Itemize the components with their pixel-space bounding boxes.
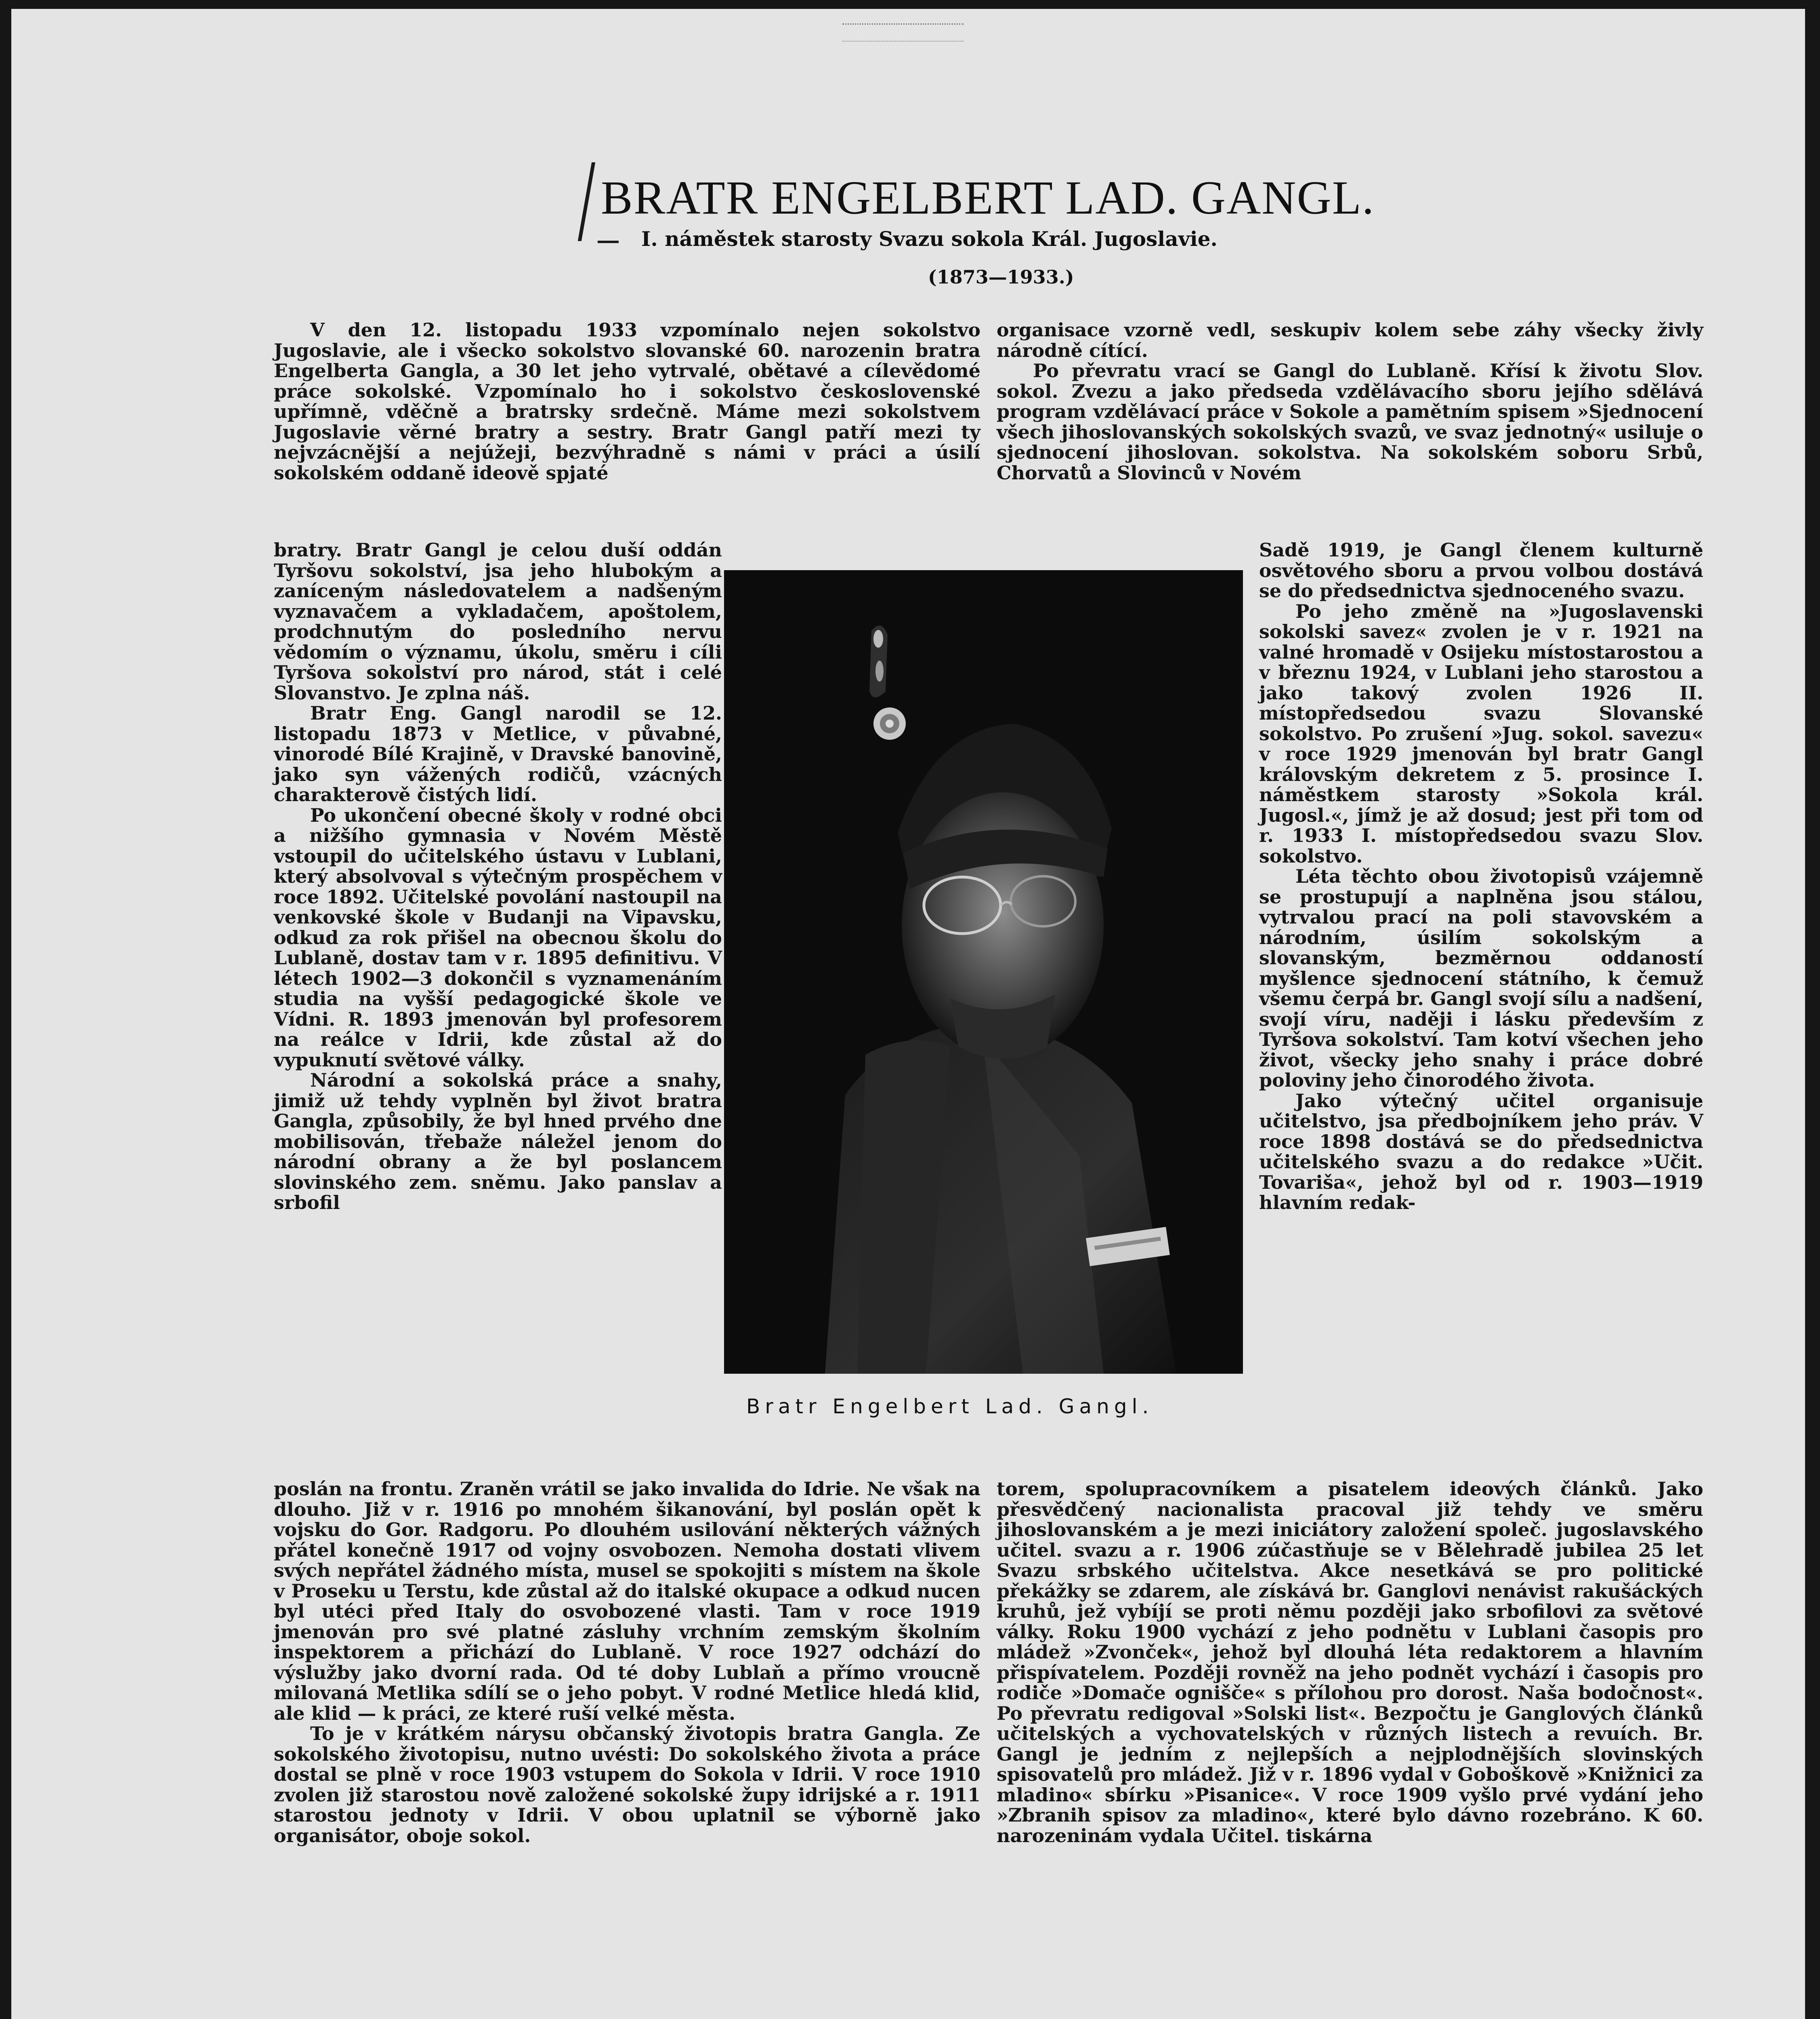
article-years: (1873—1933.) xyxy=(928,266,1074,288)
paragraph: Po převratu vrací se Gangl do Lublaně. Křísí k životu Slov. sokol. Zvezu a jako předseda vzdělávacího sboru jejího sdělává program vzdělávací práce v Sokole a pamětním spisem »Sjednocení všech jihoslovanských sokolských svazů, ve svaz jednotný« usiluje o sjednocení jihoslovan. sokolstva. Na sokolském soboru Srbů, Chorvatů a Slovinců v Novém xyxy=(997,360,1703,484)
text-block-left-mid xyxy=(274,540,722,1213)
paragraph: Po jeho změně na »Jugoslavenski sokolski savez« zvolen je v r. 1921 na valné hromadě v Osijeku místostarostou a v březnu 1924, v Lublani jeho starostou a jako takový zvolen 1926 II. místopředsedou svazu Slovanské sokolstvo. Po zrušení »Jug. sokol. savezu« v roce 1929 jmenován byl bratr Gangl královským dekretem z 5. prosince I. náměstkem starosty »Sokola král. Jugosl.«, jímž je až dosud; jest při tom od r. 1933 I. místopředsedou svazu Slov. sokolstvo. xyxy=(1259,600,1703,867)
document-page xyxy=(11,9,1805,2019)
paragraph: Po ukončení obecné školy v rodné obci a nižšího gymnasia v Novém Městě vstoupil do učitelského ústavu v Lublani, který absolvoval s výtečným prospěchem v roce 1892. Učitelské povolání nastoupil na venkovské škole v Budanji na Vipavsku, odkud za rok přišel na obecnou školu do Lublaně, dostav tam v r. 1895 definitivu. V létech 1902—3 dokončil s vyznamenáním studia na vyšší pedagogické škole ve Vídni. R. 1893 jmenován byl profesorem na reálce v Idrii, kde zůstal až do vypuknutí světové války. xyxy=(274,804,722,1071)
paragraph: torem, spolupracovníkem a pisatelem ideových článků. Jako přesvědčený nacionalista pracoval již tehdy ve směru jihoslovanském a je mezi iniciátory založení společ. jugoslavského učitel. svazu a r. 1906 zúčastňuje se v Bělehradě jubilea 25 let Svazu srbského učitelstva. Akce nesetkává se pro politické překážky se zdarem, ale získává br. Ganglovi nenávist rakušáckých kruhů, jež vybíjí se proti němu později jako srbofilovi za světové války. Roku 1900 vychází z jeho podnětu v Lublani časopis pro mládež »Zvonček«, jehož byl dlouhá léta redaktorem a hlavním přispívatelem. Později rovněž na jeho podnět vychází i časopis pro rodiče »Domače ognišče« s přílohou pro dorost. Naša bodočnost«. Po převratu redigoval »Solski list«. Bezpočtu je Ganglových článků učitelských a vychovatelských v různých listech a revuích. Br. Gangl je jedním z nejlepších a nejplodnějších slovinských spisovatelů pro mládež. Již v r. 1896 vydal v Goboškově »Knižnici za mladino« sbírku »Pisanice«. V roce 1909 vyšlo prvé vydání jeho »Zbranih spisov za mladino«, které bylo dávno rozebráno. K 60. narozeninám vydala Učitel. tiskárna xyxy=(997,1478,1703,1847)
portrait-photo xyxy=(724,570,1243,1374)
portrait-image xyxy=(724,570,1243,1374)
text-block-left-top xyxy=(274,320,980,483)
text-block-left-bottom xyxy=(274,1479,980,1846)
paragraph: To je v krátkém nárysu občanský životopis bratra Gangla. Ze sokolského životopisu, nutno uvésti: Do sokolského života a práce dostal se plně v roce 1903 vstupem do Sokola v Idrii. V roce 1910 zvolen již starostou nově založené sokolské župy idrijské a r. 1911 starostou jednoty v Idrii. V obou uplatnil se výborně jako organisátor, oboje sokol. xyxy=(274,1723,980,1847)
article-title: BRATR ENGELBERT LAD. GANGL. xyxy=(601,171,1375,224)
paragraph: Národní a sokolská práce a snahy, jimiž už tehdy vyplněn byl život bratra Gangla, způsobily, že byl hned prvého dne mobilisován, třebaže náležel jenom do národní obrany a že byl poslancem slovinského zem. sněmu. Jako panslav a srbofil xyxy=(274,1069,722,1213)
scan-artifact xyxy=(842,23,964,42)
paragraph: Jako výtečný učitel organisuje učitelstvo, jsa předbojníkem jeho práv. V roce 1898 dostává se do předsednictva učitelského svazu a do redakce »Učit. Tovariša«, jehož byl od r. 1903—1919 hlavním redak- xyxy=(1259,1089,1703,1213)
paragraph: poslán na frontu. Zraněn vrátil se jako invalida do Idrie. Ne však na dlouho. Již v r. 1916 po mnohém šikanování, byl poslán opět k vojsku do Gor. Radgoru. Po dlouhém usilování některých vážných přátel konečně 1917 od vojny osvobozen. Nemoha dostati vlivem svých nepřátel žádného místa, musel se spokojiti s místem na škole v Proseku u Terstu, kde zůstal až do italské okupace a odkud nucen byl utéci před Italy do osvobozené vlasti. Tam v roce 1919 jmenován pro své platné zásluhy vrchním zemským školním inspektorem a přichází do Lublaně. V roce 1927 odchází do výslužby jako dvorní rada. Od té doby Lublaň a přímo vroucně milovaná Metlika sdílí se o jeho pobyt. V rodné Metlice hledá klid, ale klid — k práci, ze které ruší velké města. xyxy=(274,1478,980,1724)
paragraph: Léta těchto obou životopisů vzájemně se prostupují a naplněna jsou stálou, vytrvalou prací na poli stavovském a národním, úsilím sokolským a slovanským, bezměrnou oddaností myšlence sjednocení státního, k čemuž všemu čerpá br. Gangl svojí sílu a nadšení, svojí víru, naději i lásku především z Tyršova sokolství. Tam kotví všechen jeho život, všecky jeho snahy i práce dobré poloviny jeho činorodého života. xyxy=(1259,865,1703,1091)
text-block-right-top xyxy=(997,320,1703,483)
text-block-right-bottom xyxy=(997,1479,1703,1846)
photo-caption: Bratr Engelbert Lad. Gangl. xyxy=(746,1395,1154,1418)
article-subtitle: I. náměstek starosty Svazu sokola Král. Jugoslavie. xyxy=(641,227,1218,251)
paragraph: V den 12. listopadu 1933 vzpomínalo nejen sokolstvo Jugoslavie, ale i všecko sokolstvo slovanské 60. narozenin bratra Engelberta Gangla, a 30 let jeho vytrvalé, obětavé a cílevědomé práce sokolské. Vzpomínalo ho i sokolstvo československé upřímně, vděčně a bratrsky srdečně. Máme mezi sokolstvem Jugoslavie věrné bratry a sestry. Bratr Gangl patří mezi ty nejvzácnější a nejúžeji, bezvýhradně s námi v práci a úsilí sokolském oddaně ideově spjaté xyxy=(274,319,980,484)
paragraph: Sadě 1919, je Gangl členem kulturně osvětového sboru a prvou volbou dostává se do předsednictva sjednoceného svazu. xyxy=(1259,539,1703,602)
paragraph: bratry. Bratr Gangl je celou duší oddán Tyršovu sokolství, jsa jeho hlubokým a zaníceným následovatelem a nadšeným vyznavačem a vykladačem, apoštolem, prodchnutým do posledního nervu vědomím o významu, úkolu, směru i cíli Tyršova sokolství pro národ, stát i celé Slovanstvo. Je zplna náš. xyxy=(274,539,722,704)
paragraph: Bratr Eng. Gangl narodil se 12. listopadu 1873 v Metlice, v půvabné, vinorodé Bílé Krajině, v Dravské banovině, jako syn vážených rodičů, vzácných charakterově čistých lidí. xyxy=(274,702,722,806)
text-block-right-mid xyxy=(1259,540,1703,1213)
header-bracket-tick xyxy=(598,241,619,243)
paragraph: organisace vzorně vedl, seskupiv kolem sebe záhy všecky živly národně cítící. xyxy=(997,319,1703,361)
